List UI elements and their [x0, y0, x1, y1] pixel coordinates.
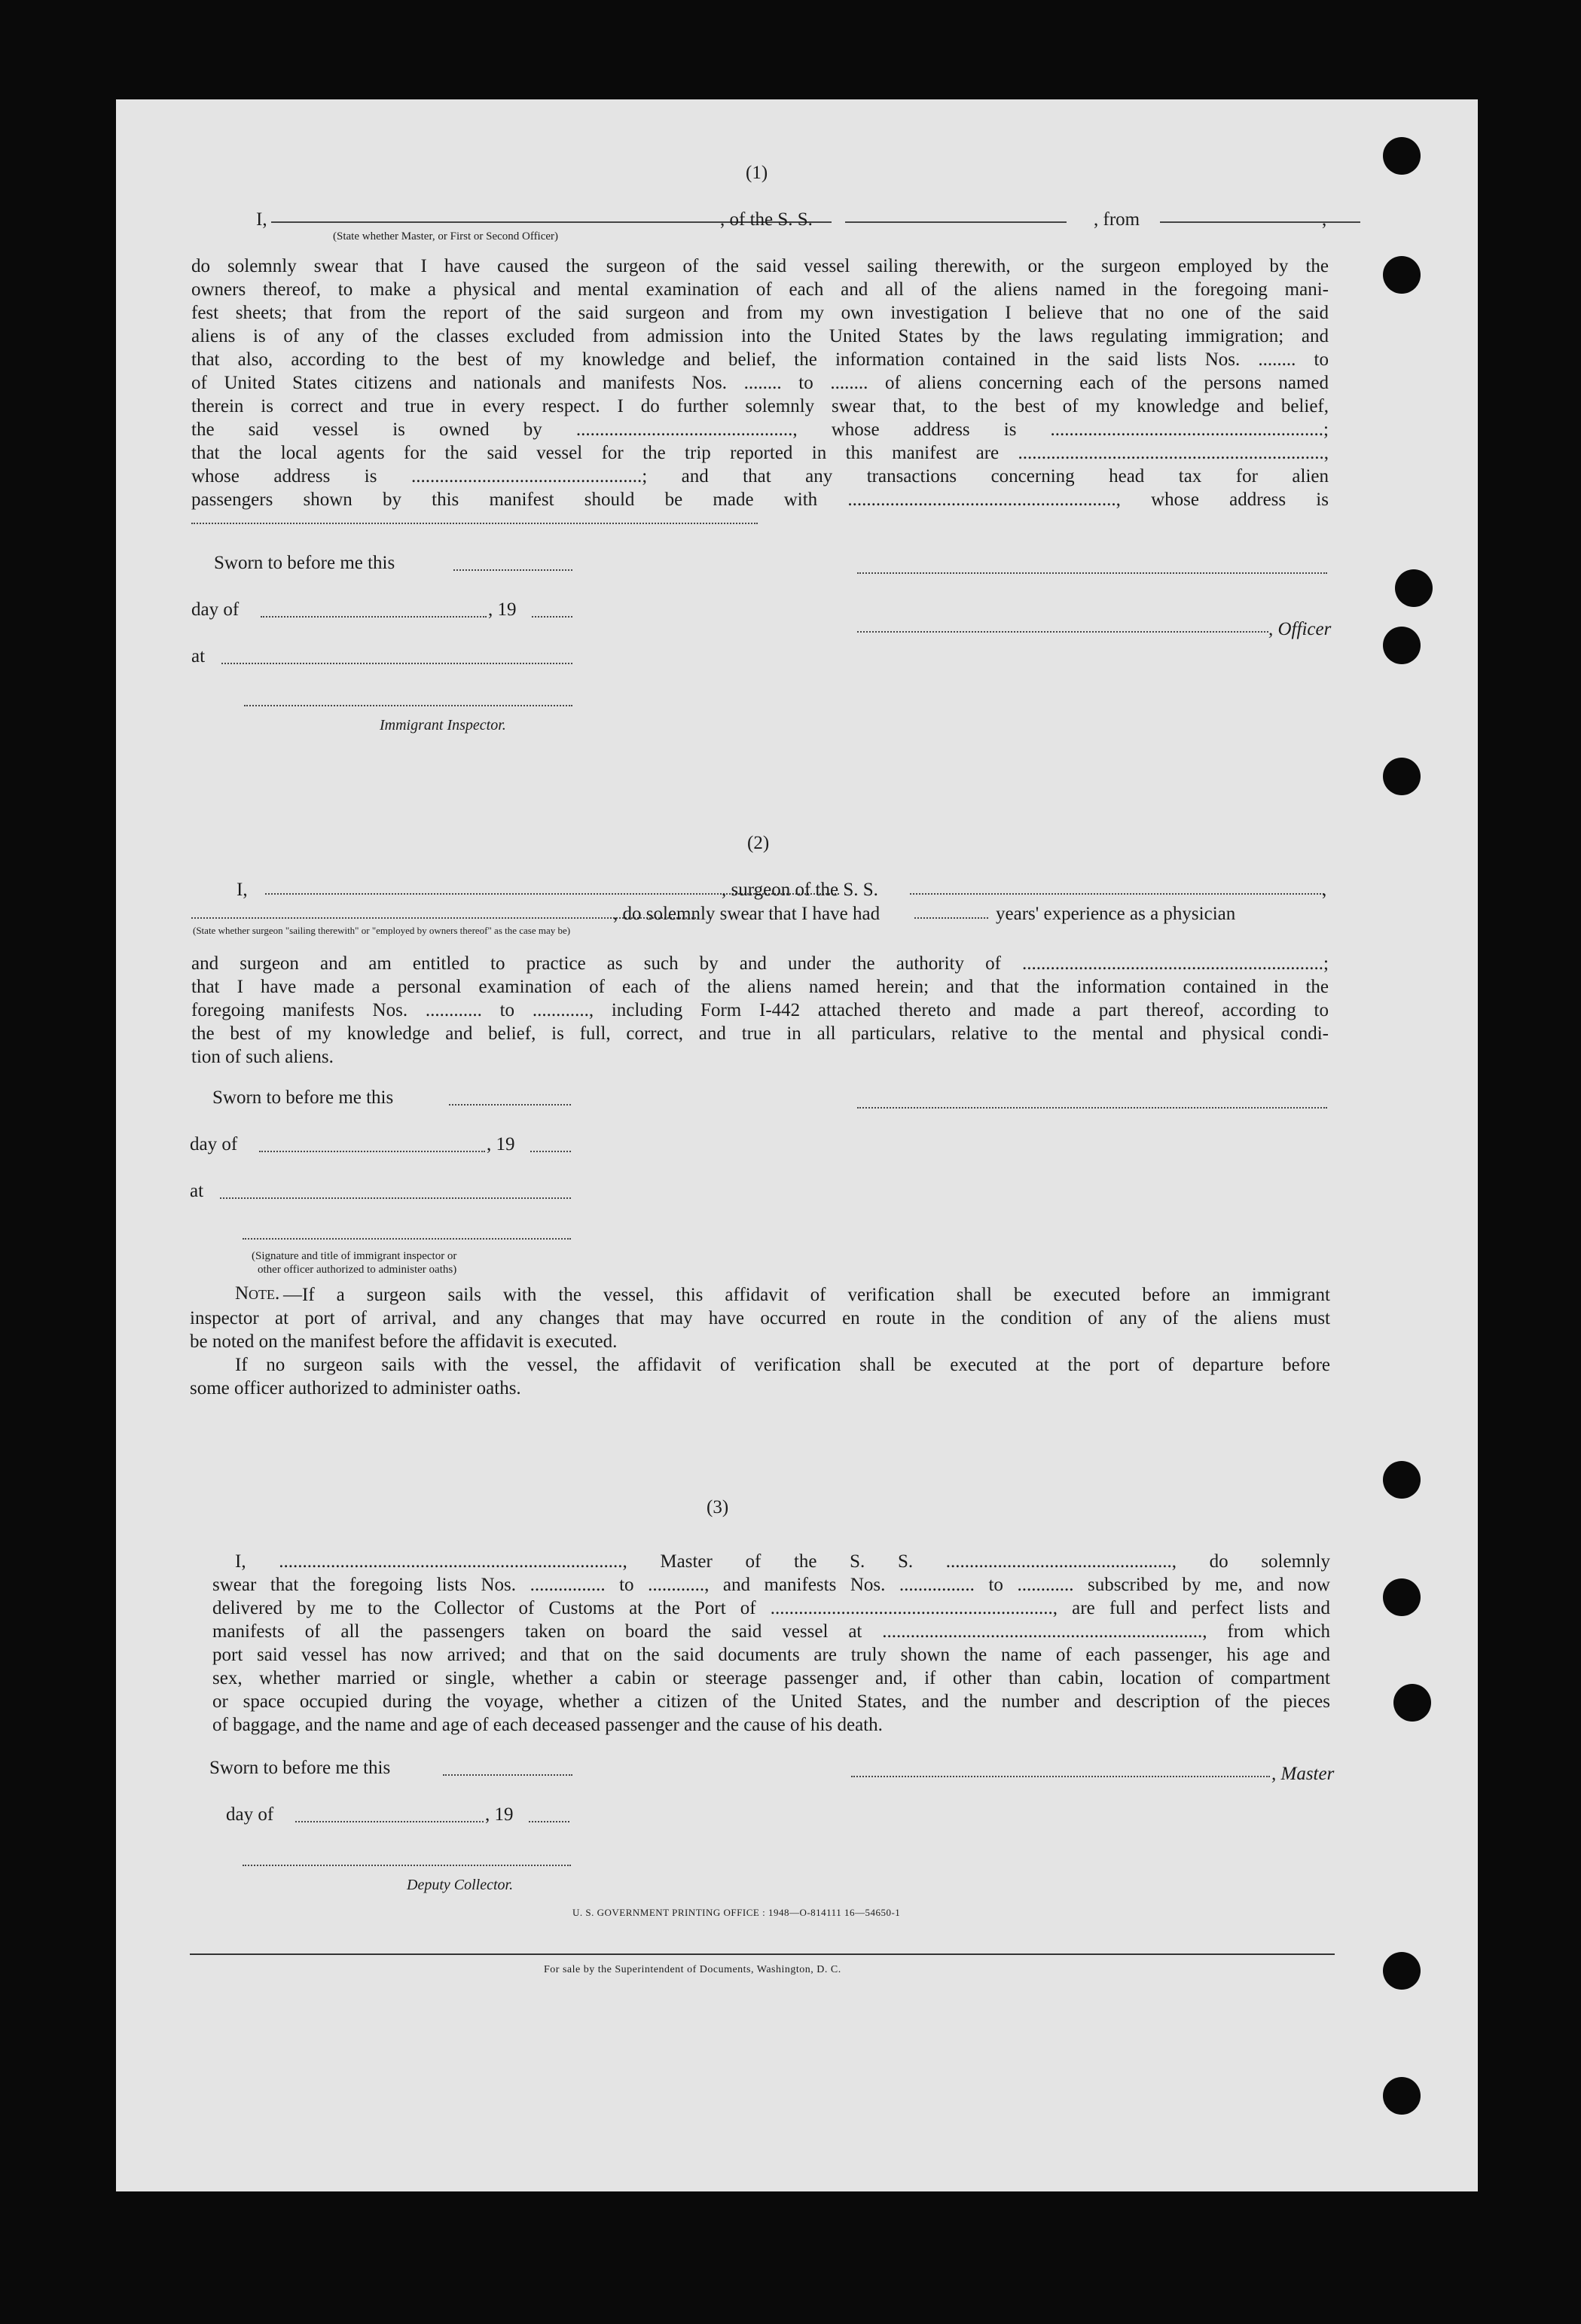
s3-collector-label: Deputy Collector.: [407, 1877, 514, 1893]
binder-hole: [1383, 758, 1421, 795]
s1-i-label: I,: [256, 209, 267, 230]
s1-line-3: fest sheets; that from the report of the said surgeon and from my own investigation I believe that no one of the said: [191, 303, 1329, 323]
s2-swear-label: , do solemnly swear that I have had: [613, 904, 881, 924]
gpo-imprint: U. S. GOVERNMENT PRINTING OFFICE : 1948—O-814111 16—54650-1: [572, 1907, 901, 1918]
binder-hole: [1383, 1952, 1421, 1990]
s2-surgeon-hint: (State whether surgeon "sailing therewith" or "employed by owners thereof" as the case may be): [193, 925, 571, 936]
binder-hole: [1383, 627, 1421, 664]
s1-line-8: the said vessel is owned by .............................................., whose address is ..........................................................;: [191, 419, 1329, 440]
s1-sworn-field[interactable]: [453, 569, 572, 571]
s1-day-label: day of: [191, 599, 240, 620]
s1-line-9: that the local agents for the said vessel for the trip reported in this manifest are .................................................................,: [191, 443, 1329, 463]
s1-year-field[interactable]: [532, 616, 572, 618]
s2-sworn-field[interactable]: [449, 1104, 571, 1106]
binder-hole: [1383, 256, 1421, 294]
s1-sworn-label: Sworn to before me this: [214, 553, 395, 573]
s2-line-3: foregoing manifests Nos. ............ to ............, including Form I-442 attached thereto and made a part thereof, according to: [191, 1000, 1329, 1020]
s2-vessel-field[interactable]: [910, 893, 1324, 895]
s2-line-4: the best of my knowledge and belief, is full, correct, and true in all particulars, relative to the mental and physical condi-: [191, 1023, 1329, 1044]
s1-agent-address-field[interactable]: [191, 523, 758, 524]
s2-day-field[interactable]: [259, 1151, 485, 1152]
form-page: [116, 99, 1478, 2191]
s1-signature-field[interactable]: [857, 572, 1327, 574]
s2-authority-sig-field[interactable]: [243, 1238, 571, 1240]
note-line-5: some officer authorized to administer oaths.: [190, 1378, 521, 1398]
s2-years-field[interactable]: [914, 917, 988, 919]
s2-at-label: at: [190, 1181, 204, 1201]
s1-officer-hint: (State whether Master, or First or Second Officer): [333, 230, 559, 242]
s1-line-7: therein is correct and true in every respect. I do further solemnly swear that, to the best of my knowledge and belief,: [191, 396, 1329, 416]
s1-line-1: do solemnly swear that I have caused the surgeon of the said vessel sailing therewith, or the surgeon employed by the: [191, 256, 1329, 276]
s2-signature-field[interactable]: [857, 1107, 1327, 1109]
s2-line-2: that I have made a personal examination of each of the aliens named herein; and that the information contained in the: [191, 977, 1329, 997]
s1-inspector-sig-field[interactable]: [244, 705, 572, 706]
s1-from-field[interactable]: [1160, 221, 1360, 223]
s1-line-2: owners thereof, to make a physical and mental examination of each and all of the aliens named in the foregoing mani-: [191, 279, 1329, 300]
s2-at-field[interactable]: [220, 1197, 571, 1199]
note-line-2: inspector at port of arrival, and any changes that may have occurred en route in the condition of any of the aliens must: [190, 1308, 1330, 1328]
s3-day-field[interactable]: [295, 1821, 484, 1822]
s1-line-11: passengers shown by this manifest should be made with ........................................................., whose address is: [191, 490, 1329, 510]
s1-line-4: aliens is of any of the classes excluded from admission into the United States by the laws regulating immigration; and: [191, 326, 1329, 346]
s1-line-10: whose address is .................................................; and that any transactions concerning head tax for alien: [191, 466, 1329, 486]
binder-hole: [1395, 569, 1433, 607]
section-2-number: (2): [747, 833, 770, 853]
footer-rule: [190, 1953, 1335, 1955]
s3-line-2: swear that the foregoing lists Nos. ................ to ............, and manifests Nos. ................ to ............ subscribed by me, and now: [212, 1575, 1330, 1595]
s1-year-label: , 19: [488, 599, 517, 620]
s1-at-field[interactable]: [221, 663, 572, 664]
s3-master-sig-field[interactable]: [851, 1776, 1270, 1777]
binder-hole: [1383, 1461, 1421, 1499]
s1-inspector-label: Immigrant Inspector.: [380, 717, 506, 733]
s2-comma: ,: [1322, 880, 1327, 900]
s3-year-field[interactable]: [529, 1821, 569, 1822]
s1-day-field[interactable]: [261, 616, 487, 618]
s2-sig-hint-1: (Signature and title of immigrant inspector or: [252, 1250, 457, 1262]
section-3-number: (3): [707, 1497, 729, 1517]
s1-of-ss-label: , of the S. S.: [720, 209, 813, 230]
s1-from-label: , from: [1094, 209, 1140, 230]
s3-master-label: , Master: [1271, 1764, 1335, 1784]
s2-surgeon-of-label: , surgeon of the S. S.: [722, 880, 878, 900]
s1-officer-sig-field[interactable]: [857, 631, 1268, 633]
s2-sig-hint-2: other officer authorized to administer oaths): [258, 1264, 457, 1276]
section-1-number: (1): [746, 163, 768, 183]
s2-line-1: and surgeon and am entitled to practice as such by and under the authority of ................................................................;: [191, 953, 1329, 974]
note-label: Note.: [235, 1283, 280, 1304]
binder-hole: [1393, 1684, 1431, 1722]
s3-line-1: I, ........................................................................., Master of the S. S. ................................................, do solemnly: [235, 1551, 1330, 1572]
s3-year-label: , 19: [485, 1804, 514, 1825]
s2-sworn-label: Sworn to before me this: [212, 1087, 394, 1108]
binder-hole: [1383, 1578, 1421, 1616]
s1-line-6: of United States citizens and nationals and manifests Nos. ........ to ........ of aliens concerning each of the persons named: [191, 373, 1329, 393]
s3-sworn-label: Sworn to before me this: [209, 1758, 391, 1778]
s3-collector-sig-field[interactable]: [243, 1865, 571, 1866]
s1-at-label: at: [191, 646, 206, 666]
s2-i-label: I,: [237, 880, 248, 900]
note-line-4: If no surgeon sails with the vessel, the affidavit of verification shall be executed at the port of departure before: [235, 1355, 1330, 1375]
s3-sworn-field[interactable]: [443, 1774, 572, 1776]
s3-line-8: of baggage, and the name and age of each deceased passenger and the cause of his death.: [212, 1715, 883, 1735]
binder-hole: [1383, 137, 1421, 175]
s2-year-label: , 19: [487, 1134, 515, 1154]
s3-line-7: or space occupied during the voyage, whether a citizen of the United States, and the number and description of the pieces: [212, 1691, 1330, 1712]
note-line-1: —If a surgeon sails with the vessel, this affidavit of verification shall be executed before an immigrant: [283, 1285, 1330, 1305]
s2-years-label: years' experience as a physician: [996, 904, 1236, 924]
s1-officer-label: , Officer: [1268, 619, 1332, 639]
s3-line-5: port said vessel has now arrived; and that on the said documents are truly shown the name of each passenger, his age and: [212, 1645, 1330, 1665]
sale-notice: For sale by the Superintendent of Documents, Washington, D. C.: [544, 1964, 841, 1975]
s2-day-label: day of: [190, 1134, 238, 1154]
s1-line-5: that also, according to the best of my knowledge and belief, the information contained in the said lists Nos. ........ to: [191, 349, 1329, 370]
s1-vessel-field[interactable]: [845, 221, 1067, 223]
s1-comma: ,: [1322, 209, 1327, 230]
s2-line-5: tion of such aliens.: [191, 1047, 334, 1067]
s2-year-field[interactable]: [530, 1151, 571, 1152]
s3-day-label: day of: [226, 1804, 274, 1825]
s3-line-3: delivered by me to the Collector of Customs at the Port of ............................................................, are full and perfect lists and: [212, 1598, 1330, 1618]
s3-line-6: sex, whether married or single, whether a cabin or steerage passenger and, if other than cabin, location of compartment: [212, 1668, 1330, 1688]
binder-hole: [1383, 2077, 1421, 2115]
s3-line-4: manifests of all the passengers taken on board the said vessel at ...................................................................., from which: [212, 1621, 1330, 1642]
note-line-3: be noted on the manifest before the affidavit is executed.: [190, 1331, 618, 1352]
